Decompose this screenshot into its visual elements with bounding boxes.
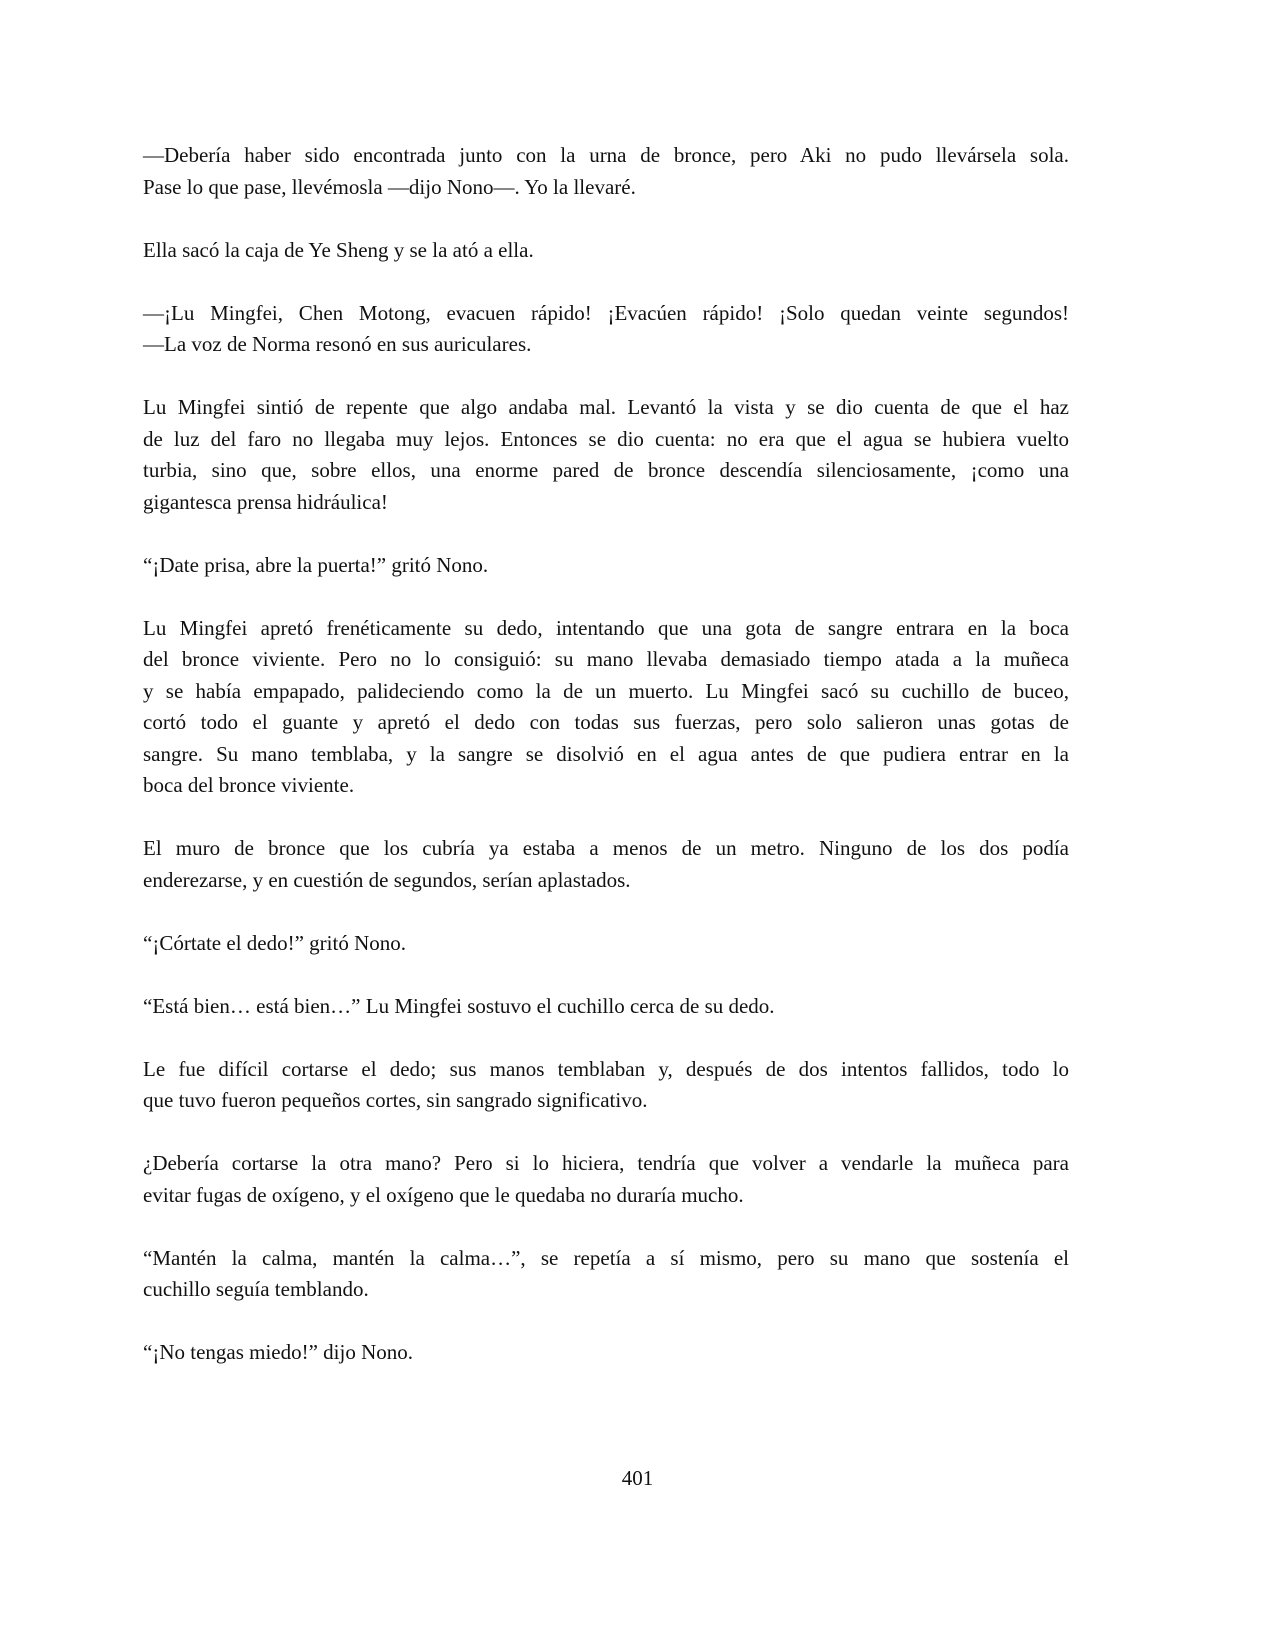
paragraph [143, 1054, 1069, 1117]
text-line: turbia, sino que, sobre ellos, una enorme pared de bronce descendía silenciosamente, ¡como una [143, 458, 1069, 482]
paragraph [143, 392, 1069, 518]
text-line: gigantesca prensa hidráulica! [143, 489, 388, 514]
text-line: enderezarse, y en cuestión de segundos, serían aplastados. [143, 867, 631, 892]
text-line: cortó todo el guante y apretó el dedo con todas sus fuerzas, pero solo salieron unas gotas de [143, 710, 1069, 734]
text-line: —¡Lu Mingfei, Chen Motong, evacuen rápido! ¡Evacúen rápido! ¡Solo quedan veinte segundos! [143, 300, 1069, 325]
text-line: ¿Debería cortarse la otra mano? Pero si lo hiciera, tendría que volver a vendarle la muñeca para [143, 1151, 1069, 1175]
document-page [143, 140, 1069, 1400]
paragraph [143, 928, 1069, 960]
paragraph [143, 1337, 1069, 1369]
text-line: Lu Mingfei sintió de repente que algo andaba mal. Levantó la vista y se dio cuenta de que el haz [143, 395, 1069, 419]
text-line: Pase lo que pase, llevémosla —dijo Nono—. Yo la llevaré. [143, 174, 636, 199]
text-line: “Está bien… está bien…” Lu Mingfei sostuvo el cuchillo cerca de su dedo. [143, 993, 775, 1018]
text-line: “¡Córtate el dedo!” gritó Nono. [143, 930, 406, 955]
text-line: El muro de bronce que los cubría ya estaba a menos de un metro. Ninguno de los dos podía [143, 836, 1069, 860]
paragraph [143, 991, 1069, 1023]
text-line: sangre. Su mano temblaba, y la sangre se disolvió en el agua antes de que pudiera entrar en la [143, 741, 1069, 766]
text-line: evitar fugas de oxígeno, y el oxígeno que le quedaba no duraría mucho. [143, 1182, 744, 1207]
text-line: —Debería haber sido encontrada junto con la urna de bronce, pero Aki no pudo llevársela sola. [143, 143, 1069, 167]
text-line: “¡No tengas miedo!” dijo Nono. [143, 1340, 414, 1364]
paragraph [143, 298, 1069, 361]
paragraph [143, 550, 1069, 582]
text-line: boca del bronce viviente. [143, 773, 355, 797]
text-line: del bronce viviente. Pero no lo consiguió: su mano llevaba demasiado tiempo atada a la muñeca [143, 647, 1069, 671]
text-line: Ella sacó la caja de Ye Sheng y se la ató a ella. [143, 237, 534, 262]
paragraph [143, 1148, 1069, 1211]
text-line: de luz del faro no llegaba muy lejos. Entonces se dio cuenta: no era que el agua se hubiera vuelto [143, 426, 1069, 451]
paragraph [143, 140, 1069, 203]
text-line: cuchillo seguía temblando. [143, 1277, 369, 1301]
text-line: y se había empapado, palideciendo como la de un muerto. Lu Mingfei sacó su cuchillo de buceo, [143, 678, 1069, 703]
paragraph [143, 235, 1069, 267]
text-line: Lu Mingfei apretó frenéticamente su dedo, intentando que una gota de sangre entrara en la boca [143, 615, 1069, 640]
paragraph [143, 1243, 1069, 1306]
paragraph [143, 833, 1069, 896]
page-number: 401 [621, 1466, 654, 1490]
paragraph [143, 613, 1069, 802]
text-line: —La voz de Norma resonó en sus auriculares. [143, 332, 532, 356]
text-line: que tuvo fueron pequeños cortes, sin sangrado significativo. [143, 1088, 648, 1112]
text-line: “¡Date prisa, abre la puerta!” gritó Nono. [143, 552, 489, 577]
text-line: Le fue difícil cortarse el dedo; sus manos temblaban y, después de dos intentos fallidos, todo lo [143, 1056, 1069, 1081]
text-line: “Mantén la calma, mantén la calma…”, se repetía a sí mismo, pero su mano que sostenía el [143, 1245, 1069, 1270]
